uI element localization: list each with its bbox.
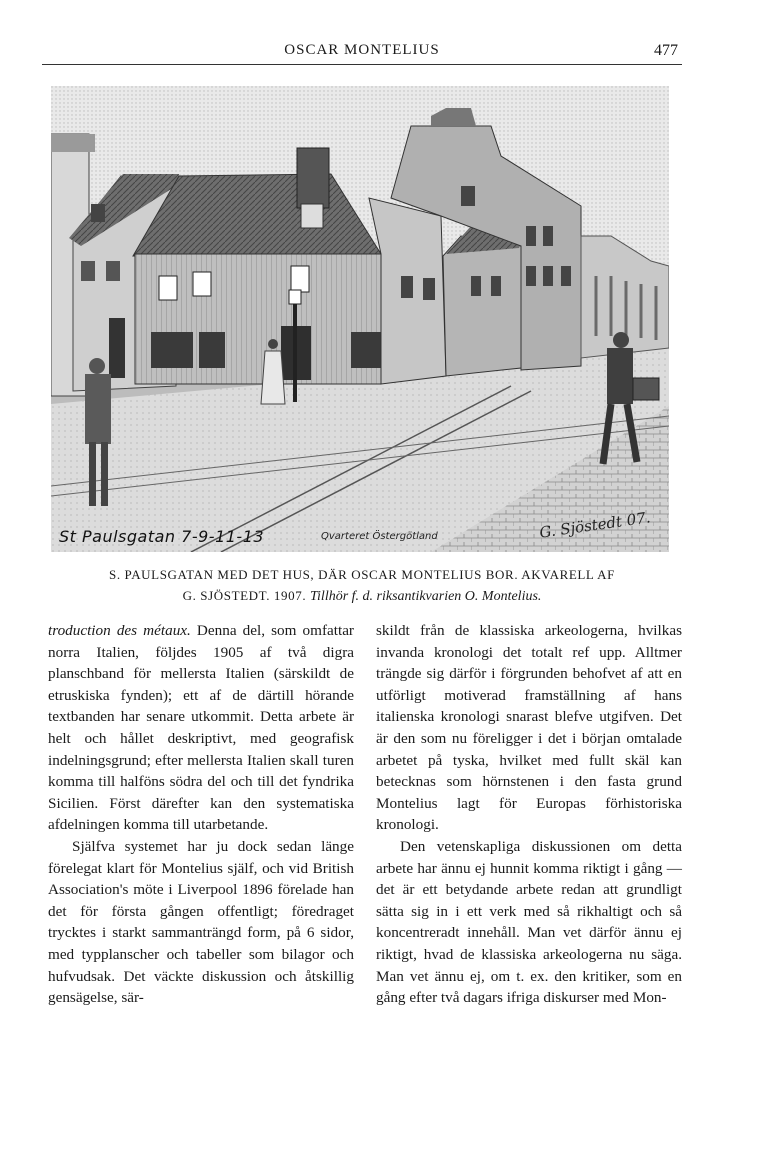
window [526, 266, 536, 286]
dormer-window [301, 204, 323, 228]
left-paragraph-1 [48, 620, 354, 836]
artist-signature: G. Sjöstedt 07. [538, 508, 652, 542]
shop-window [151, 332, 193, 368]
doorway [109, 318, 125, 378]
running-head [42, 38, 682, 65]
right-paragraph-2: Den vetenskapliga diskussionen om detta arbete har ännu ej hunnit komma riktigt i gång — det är ett betydande arbete redan att grundligt sätta sig in i ett verk med så rikhaltigt och så koncentreradt innehåll. Man vet därför ännu ej riktigt, hvad de klassiska arkeologerna nu säga. Man vet ännu ej, om t. ex. den kritiker, som en gång efter två dagars ifriga diskurser med Mon- [376, 837, 682, 1007]
window [193, 272, 211, 296]
window [543, 266, 553, 286]
plate-sublabel: Qvarteret Östergötland [321, 531, 438, 542]
window [461, 186, 475, 206]
right-paragraph-1: skildt från de klassiska arkeologerna, hvilkas invanda kronologi det totalt ref upp. Alltmer trängde sig därför i förgrunden behofvet af att en utförligt motiverad framställning af hans italienska kronologi snarast blefve utgifven. Det är den som nu föreligger i det i början omtalade arbetet på tyska, hvilket med fullt skäl kan betecknas som hörnstenen i den fasta grund Montelius lagt för Europas förhistoriska kronologi. [376, 622, 682, 834]
shop-window [351, 332, 381, 368]
left-paragraph-2: Själfva systemet har ju dock sedan länge förelegat klart för Montelius själf, och vid British Association's möte i Liverpool 1896 förelade han det för första gången offentligt; föredraget trycktes i starkt sammanträngd form, på 6 sidor, med typplanscher och tabeller som bilagor och hufvudsak. Det väckte diskussion och åtskillig gensägelse, sär- [48, 837, 354, 1007]
caption-ownership: Tillhör f. d. riksantikvarien O. Montelius. [310, 589, 542, 604]
running-title: OSCAR MONTELIUS [284, 42, 440, 58]
caption-line-1: S. PAULSGATAN MED DET HUS, DÄR OSCAR MONTELIUS BOR. AKVARELL AF [109, 567, 615, 582]
window [159, 276, 177, 300]
window [543, 226, 553, 246]
lamp [289, 290, 301, 304]
window [291, 266, 309, 292]
window [91, 204, 105, 222]
window [106, 261, 120, 281]
caption-line-2 [56, 585, 668, 607]
shop-window [199, 332, 225, 368]
window [401, 276, 413, 298]
italic-title-fragment: troduction des métaux. [48, 622, 191, 639]
plate-label: St Paulsgatan 7-9-11-13 [59, 527, 265, 546]
window [81, 261, 95, 281]
window [491, 276, 501, 296]
caption-credit: G. SJÖSTEDT. 1907. [182, 588, 307, 603]
window [471, 276, 481, 296]
left-paragraph-1-text: Denna del, som omfattar norra Italien, följdes 1905 af två digra planschband för mellersta Italien (särskildt de etruskiska fynden); ett af de därtill hörande textbanden har senare utkommit. Detta arbete är helt och hållet deskriptivt, med geografisk indelningsgrund; efter mellersta Italien skall turen komma till halföns södra del och till det fyndrika Sicilien. Först därefter kan den systematiska afdelningen komma till utarbetande. [48, 622, 354, 834]
street-drawing [51, 86, 669, 552]
window [423, 278, 435, 300]
figure-caption [56, 564, 668, 607]
page-number: 477 [654, 42, 678, 59]
low-house [443, 236, 521, 376]
chimney [297, 148, 329, 208]
window [526, 226, 536, 246]
corner-cornice [51, 134, 95, 152]
street-illustration [51, 86, 669, 552]
left-column [48, 620, 354, 1009]
window [561, 266, 571, 286]
right-column [376, 620, 682, 1009]
